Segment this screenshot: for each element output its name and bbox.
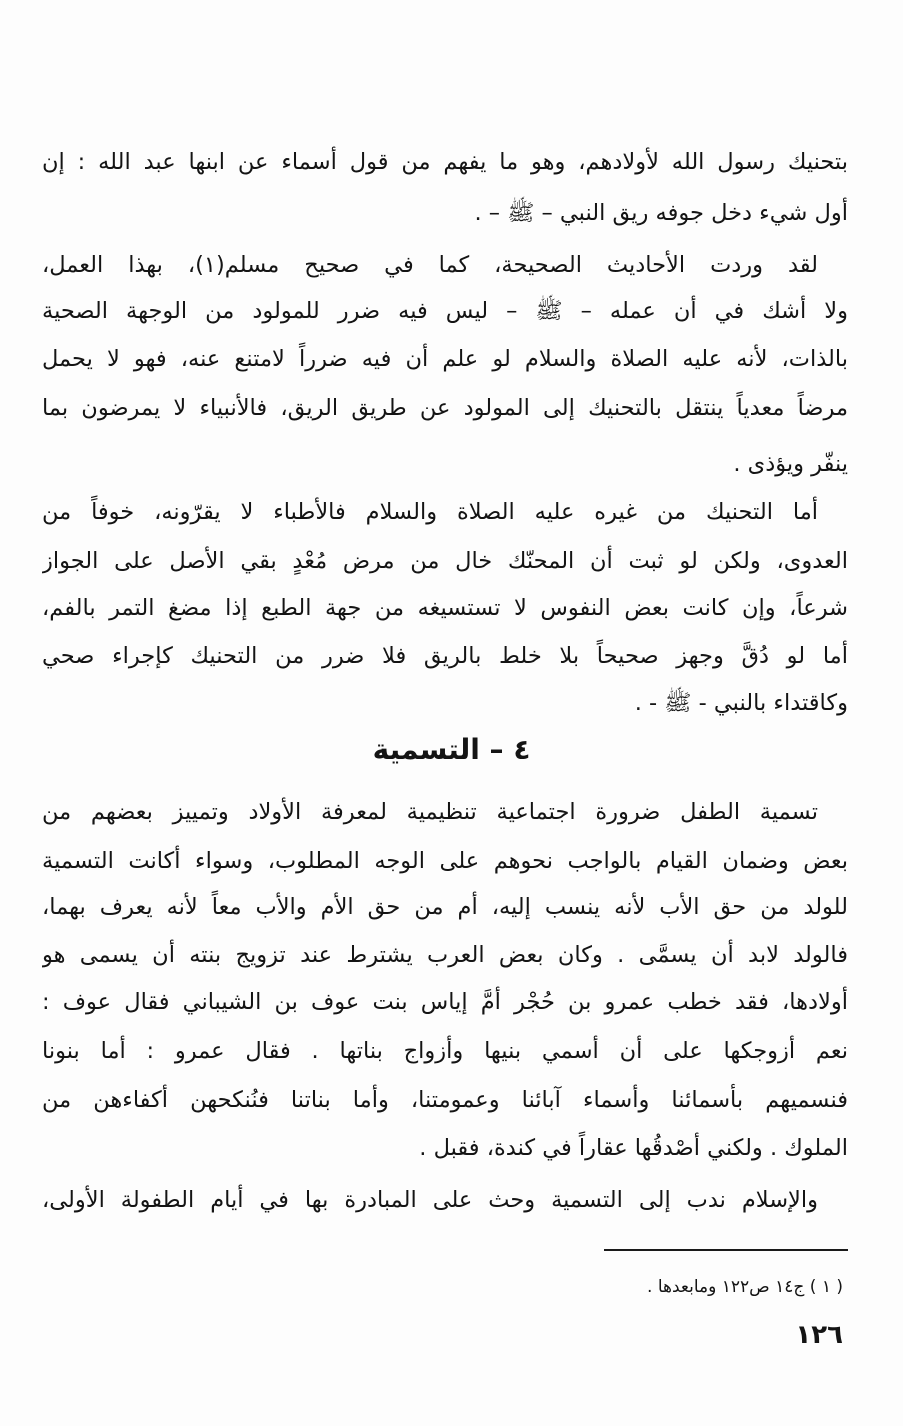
text-line: الملوك . ولكني أصْدقُها عقاراً في كندة، فقبل . [419,1135,848,1161]
text-line: أولادها، فقد خطب عمرو بن حُجْر أمَّ إياس بنت عوف بن الشيباني فقال عوف : [42,989,848,1015]
text-line: لقد وردت الأحاديث الصحيحة، كما في صحيح مسلم(١)، بهذا العمل، [42,252,818,278]
text-line: فالولد لابد أن يسمَّى . وكان بعض العرب يشترط عند تزويج بنته أن يسمى هو [42,942,848,968]
section-heading: ٤ – التسمية [372,733,531,766]
text-line: ولا أشك في أن عمله – ﷺ – ليس فيه ضرر للمولود من الوجهة الصحية [42,298,848,324]
footnote: ( ١ ) ج١٤ ص١٢٢ ومابعدها . [647,1277,843,1297]
text-line: تسمية الطفل ضرورة اجتماعية تنظيمية لمعرفة الأولاد وتمييز بعضهم من [42,799,818,825]
text-line: أول شيء دخل جوفه ريق النبي – ﷺ – . [474,200,848,226]
text-line: نعم أزوجكها على أن أسمي بنيها وأزواج بناتها . فقال عمرو : أما بنونا [42,1038,848,1064]
text-line: أما التحنيك من غيره عليه الصلاة والسلام فالأطباء لا يقرّونه، خوفاً من [42,499,818,525]
text-line: ينفّر ويؤذى . [733,451,848,477]
text-line: أما لو دُقَّ وجهز صحيحاً بلا خلط بالريق فلا ضرر من التحنيك كإجراء صحي [42,643,848,669]
text-line: والإسلام ندب إلى التسمية وحث على المبادرة بها في أيام الطفولة الأولى، [42,1187,818,1213]
text-line: بالذات، لأنه عليه الصلاة والسلام لو علم أن فيه ضرراً لامتنع عنه، فهو لا يحمل [42,346,848,372]
text-line: بتحنيك رسول الله لأولادهم، وهو ما يفهم من قول أسماء عن ابنها عبد الله : إن [42,149,848,175]
text-line: مرضاً معدياً ينتقل بالتحنيك إلى المولود عن طريق الريق، فالأنبياء لا يمرضون بما [42,395,848,421]
text-line: وكاقتداء بالنبي - ﷺ - . [634,690,848,716]
text-line: للولد من حق الأب لأنه ينسب إليه، أم من حق الأم والأب معاً لأنه يعرف بهما، [42,894,848,920]
page-number: ١٢٦ [795,1320,843,1350]
text-line: العدوى، ولكن لو ثبت أن المحنّك خال من مرض مُعْدٍ بقي الأصل على الجواز [42,548,848,574]
footnote-divider [604,1249,848,1251]
text-line: بعض وضمان القيام بالواجب نحوهم على الوجه المطلوب، وسواء أكانت التسمية [42,848,848,874]
text-line: شرعاً، وإن كانت بعض النفوس لا تستسيغه من جهة الطبع إذا مضغ التمر بالفم، [42,595,848,621]
text-line: فنسميهم بأسمائنا وأسماء آبائنا وعمومتنا، وأما بناتنا فنُنكحهن أكفاءهن من [42,1087,848,1113]
